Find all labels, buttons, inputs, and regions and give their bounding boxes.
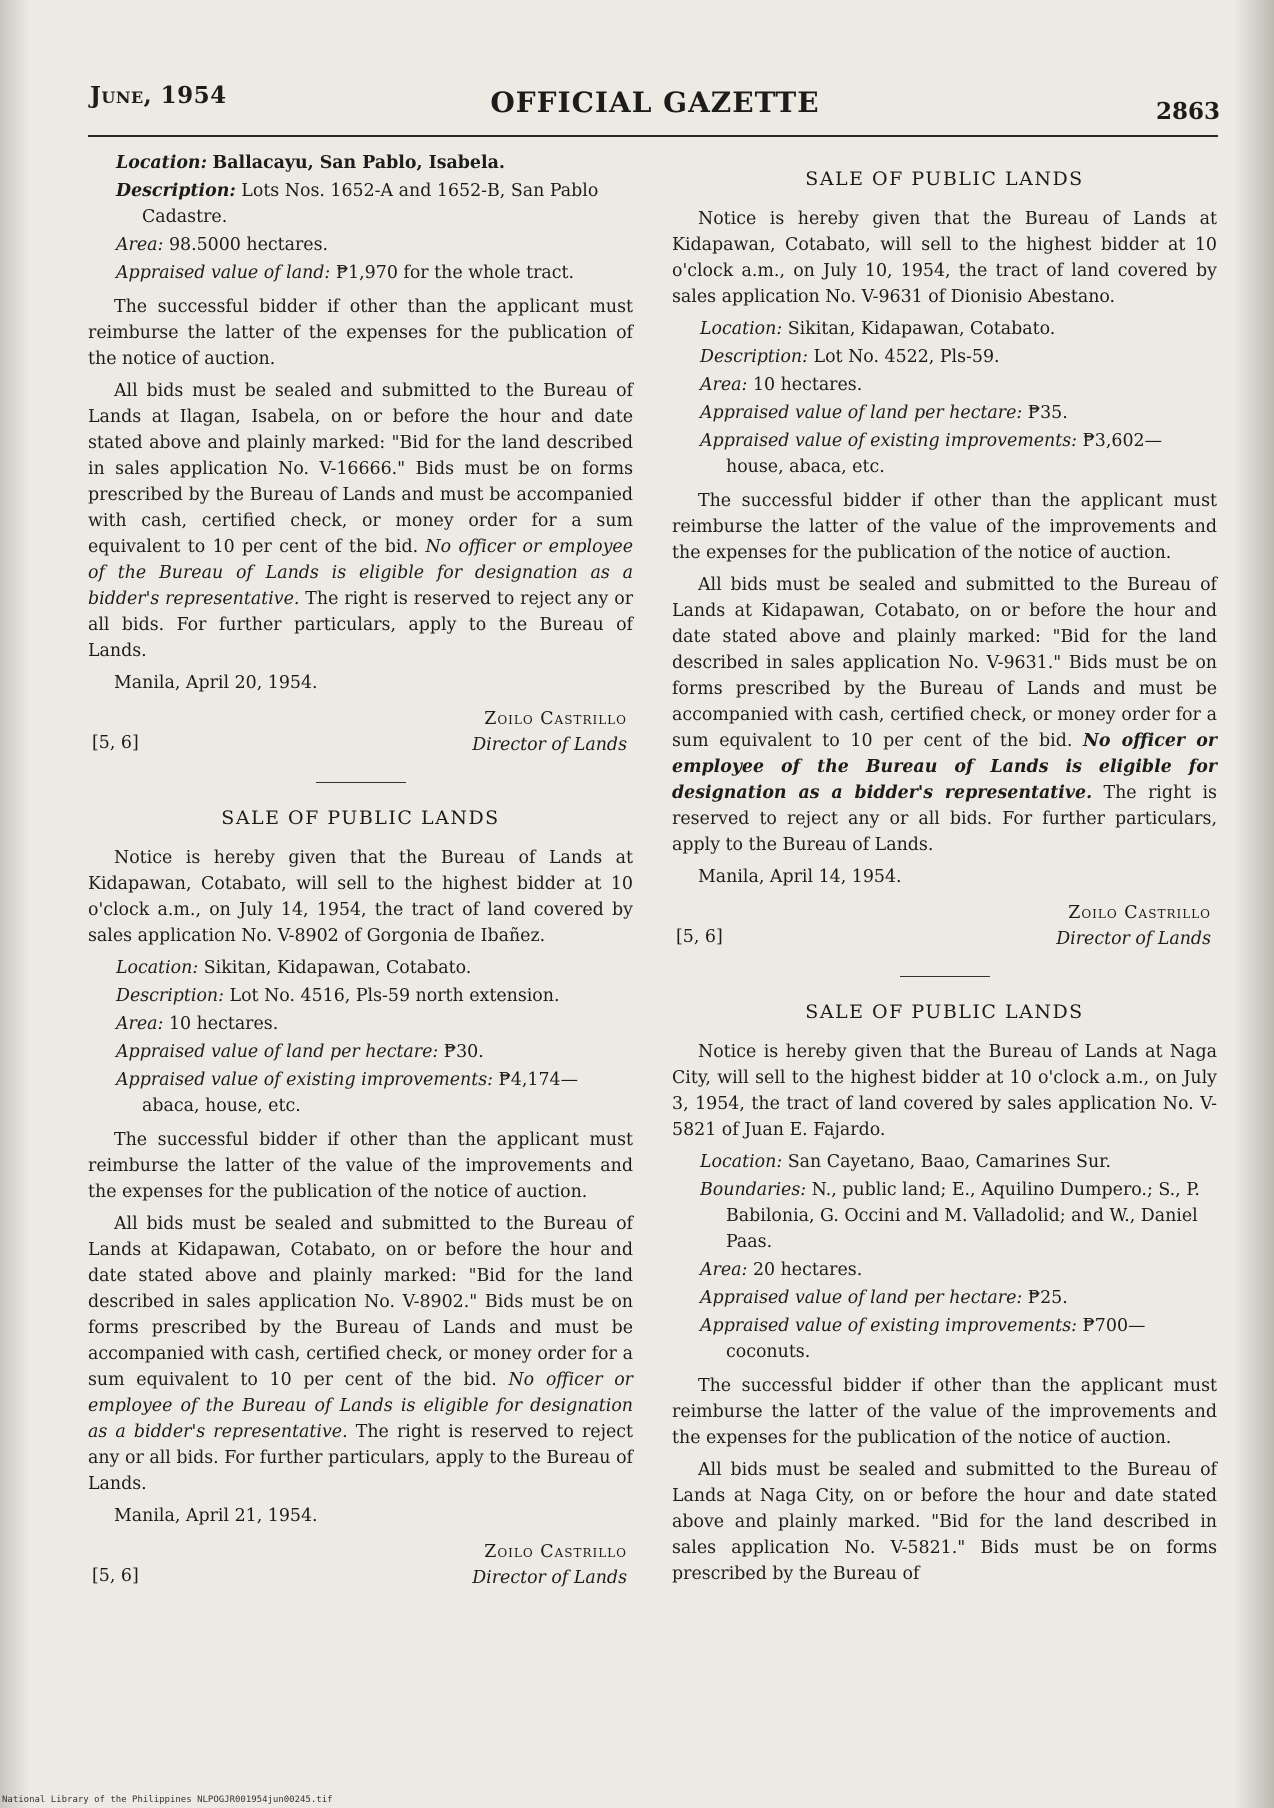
notice-heading: SALE OF PUBLIC LANDS: [221, 807, 500, 829]
field-value: ₱700—coconuts.: [726, 1316, 1146, 1362]
description-field: [700, 344, 1217, 370]
field-value: ₱35.: [1027, 403, 1068, 423]
appraised-value-field: [116, 1039, 633, 1065]
page-edge-shadow-right: [1234, 0, 1274, 1808]
improvements-field: [700, 428, 1217, 480]
location-field: [700, 316, 1217, 342]
field-label: Appraised value of existing improvements:: [116, 1070, 493, 1090]
appraised-value-field: [700, 400, 1217, 426]
field-label: Location:: [700, 319, 783, 339]
bids-text: All bids must be sealed and submitted to the Bureau of Lands at Ilagan, Isabela, on or before the hour and date stated above and plainly marked: "Bid for the land described in sales application No. V-16666." Bids must be on forms prescribed by the Bureau of Lands and must be accompanied with cash, certified check, or money order for a sum equivalent to 10 per cent of the bid.: [88, 381, 633, 557]
issue-ref: [5, 6]: [92, 733, 139, 753]
field-value: ₱4,174—abaca, house, etc.: [142, 1070, 578, 1116]
notice-heading: SALE OF PUBLIC LANDS: [805, 168, 1084, 190]
field-value: 10 hectares.: [168, 1014, 279, 1034]
bids-text: All bids must be sealed and submitted to the Bureau of Lands at Kidapawan, Cotabato, on or before the hour and date stated above and plainly marked: "Bid for the land described in sales application No. V-8902." Bids must be on forms prescribed by the Bureau of Lands and must be accompanied with cash, certified check, or money order for a sum equivalent to 10 per cent of the bid.: [88, 1214, 633, 1390]
improvements-field: [116, 1067, 633, 1119]
field-value: ₱3,602—house, abaca, etc.: [726, 431, 1162, 477]
bids-paragraph: [672, 572, 1217, 858]
scan-footer-note: National Library of the Philippines NLPOGJR001954jun00245.tif: [2, 1795, 333, 1805]
field-label: Location:: [116, 958, 199, 978]
field-label: Appraised value of land per hectare:: [116, 1042, 439, 1062]
field-value: Ballacayu, San Pablo, Isabela.: [212, 153, 505, 173]
description-field: [116, 178, 633, 230]
issue-ref: [5, 6]: [92, 1566, 139, 1586]
bids-italic-text: No officer or employee of the Bureau of Lands is eligible for designation as a bidder's representative.: [88, 537, 634, 609]
bids-italic-text: No officer or employee of the Bureau of Lands is eligible for designation as a bidder's representative.: [88, 1370, 633, 1442]
description-field: [116, 983, 633, 1009]
notice-intro: Notice is hereby given that the Bureau of Lands at Naga City, will sell to the highest bidder at 10 o'clock a.m., on July 3, 1954, the tract of land covered by sales application No. V-5821 of Juan E. Fajardo.: [672, 1042, 1217, 1140]
field-label: Boundaries:: [700, 1180, 807, 1200]
notice-intro: Notice is hereby given that the Bureau of Lands at Kidapawan, Cotabato, will sell to the highest bidder at 10 o'clock a.m., on July 10, 1954, the tract of land covered by sales application No. V-9631 of Dionisio Abestano.: [672, 209, 1217, 307]
field-value: Lot No. 4516, Pls-59 north extension.: [229, 986, 560, 1006]
dateline: Manila, April 21, 1954.: [114, 1506, 318, 1526]
field-value: 98.5000 hectares.: [168, 235, 329, 255]
bids-paragraph: All bids must be sealed and submitted to the Bureau of Lands at Naga City, on or before the hour and date stated above and plainly marked. "Bid for the land described in sales application No. V-5821." Bids must be on forms prescribed by the Bureau of: [672, 1460, 1217, 1584]
signature-block: [672, 900, 1217, 956]
field-label: Appraised value of existing improvements:: [700, 431, 1077, 451]
bids-text: All bids must be sealed and submitted to the Bureau of Lands at Kidapawan, Cotabato, on or before the hour and date stated above and plainly marked: "Bid for the land described in sales application No. V-9631." Bids must be on forms prescribed by the Bureau of Lands and must be accompanied with cash, certified check, or money order for a sum equivalent to 10 per cent of the bid.: [672, 575, 1217, 751]
field-value: 20 hectares.: [752, 1260, 863, 1280]
left-column: [88, 150, 633, 1601]
bids-paragraph: [88, 378, 633, 664]
header-date: June, 1954: [90, 82, 227, 109]
location-field: [116, 955, 633, 981]
reimburse-paragraph: The successful bidder if other than the applicant must reimburse the latter of the value of the improvements and the expenses for the publication of the notice of auction.: [88, 1130, 633, 1202]
field-label: Description:: [700, 347, 808, 367]
bids-paragraph: [88, 1211, 633, 1497]
improvements-field: [700, 1313, 1217, 1365]
location-field: [700, 1149, 1217, 1175]
field-label: Appraised value of existing improvements:: [700, 1316, 1077, 1336]
section-divider: [316, 782, 406, 783]
area-field: [700, 1257, 1217, 1283]
field-value: N., public land; E., Aquilino Dumpero.; S., P. Babilonia, G. Occini and M. Valladolid; and W., Daniel Paas.: [726, 1180, 1200, 1252]
field-value: ₱1,970 for the whole tract.: [335, 263, 575, 283]
boundaries-field: [700, 1177, 1217, 1255]
header-title: OFFICIAL GAZETTE: [490, 86, 820, 119]
issue-ref: [5, 6]: [676, 927, 723, 947]
field-label: Location:: [700, 1152, 783, 1172]
bids-end-text: The right is reserved to reject any or all bids. For further particulars, apply to the Bureau of Lands.: [88, 1422, 634, 1494]
signer-title: Director of Lands: [472, 1568, 627, 1588]
signer-name: Zoilo Castrillo: [484, 709, 627, 729]
area-field: [116, 232, 633, 258]
field-label: Area:: [700, 375, 748, 395]
header-rule: [88, 135, 1218, 137]
signer-name: Zoilo Castrillo: [1068, 903, 1211, 923]
reimburse-paragraph: The successful bidder if other than the applicant must reimburse the latter of the value of the improvements and the expenses for the publication of the notice of auction.: [672, 491, 1217, 563]
field-label: Description:: [116, 181, 236, 201]
field-label: Appraised value of land per hectare:: [700, 1288, 1023, 1308]
field-label: Appraised value of land:: [116, 263, 331, 283]
signer-name: Zoilo Castrillo: [484, 1542, 627, 1562]
field-label: Appraised value of land per hectare:: [700, 403, 1023, 423]
field-label: Area:: [700, 1260, 748, 1280]
appraised-value-field: [116, 260, 633, 286]
field-label: Location:: [116, 153, 207, 173]
dateline: Manila, April 20, 1954.: [114, 673, 318, 693]
appraised-value-field: [700, 1285, 1217, 1311]
field-value: Lot No. 4522, Pls-59.: [813, 347, 1000, 367]
field-value: Sikitan, Kidapawan, Cotabato.: [787, 319, 1056, 339]
bids-end-text: The right is reserved to reject any or all bids. For further particulars, apply to the Bureau of Lands.: [672, 783, 1217, 855]
field-value: 10 hectares.: [752, 375, 863, 395]
notice-heading: SALE OF PUBLIC LANDS: [805, 1001, 1084, 1023]
field-label: Description:: [116, 986, 224, 1006]
reimburse-paragraph: The successful bidder if other than the applicant must reimburse the latter of the expenses for the publication of the notice of auction.: [88, 297, 633, 369]
page-edge-shadow-left: [0, 0, 30, 1808]
signer-title: Director of Lands: [472, 735, 627, 755]
signature-block: [88, 1539, 633, 1595]
header-page-number: 2863: [1155, 98, 1220, 125]
field-value: Lots Nos. 1652-A and 1652-B, San Pablo Cadastre.: [142, 181, 599, 227]
area-field: [700, 372, 1217, 398]
section-divider: [900, 976, 990, 977]
dateline: Manila, April 14, 1954.: [698, 867, 902, 887]
right-column: [672, 160, 1217, 1593]
area-field: [116, 1011, 633, 1037]
field-value: Sikitan, Kidapawan, Cotabato.: [203, 958, 472, 978]
field-label: Area:: [116, 235, 164, 255]
field-label: Area:: [116, 1014, 164, 1034]
reimburse-paragraph: The successful bidder if other than the applicant must reimburse the latter of the value of the improvements and the expenses for the publication of the notice of auction.: [672, 1376, 1217, 1448]
notice-intro: Notice is hereby given that the Bureau of Lands at Kidapawan, Cotabato, will sell to the highest bidder at 10 o'clock a.m., on July 14, 1954, the tract of land covered by sales application No. V-8902 of Gorgonia de Ibañez.: [88, 848, 633, 946]
field-value: San Cayetano, Baao, Camarines Sur.: [787, 1152, 1112, 1172]
bids-italic-text: No officer or employee of the Bureau of Lands is eligible for designation as a bidder's representative.: [672, 731, 1217, 803]
signer-title: Director of Lands: [1056, 929, 1211, 949]
location-field: [116, 150, 633, 176]
bids-end-text: The right is reserved to reject any or all bids. For further particulars, apply to the Bureau of Lands.: [88, 589, 634, 661]
field-value: ₱30.: [443, 1042, 484, 1062]
signature-block: [88, 706, 633, 762]
field-value: ₱25.: [1027, 1288, 1068, 1308]
page-header: [90, 78, 1220, 138]
